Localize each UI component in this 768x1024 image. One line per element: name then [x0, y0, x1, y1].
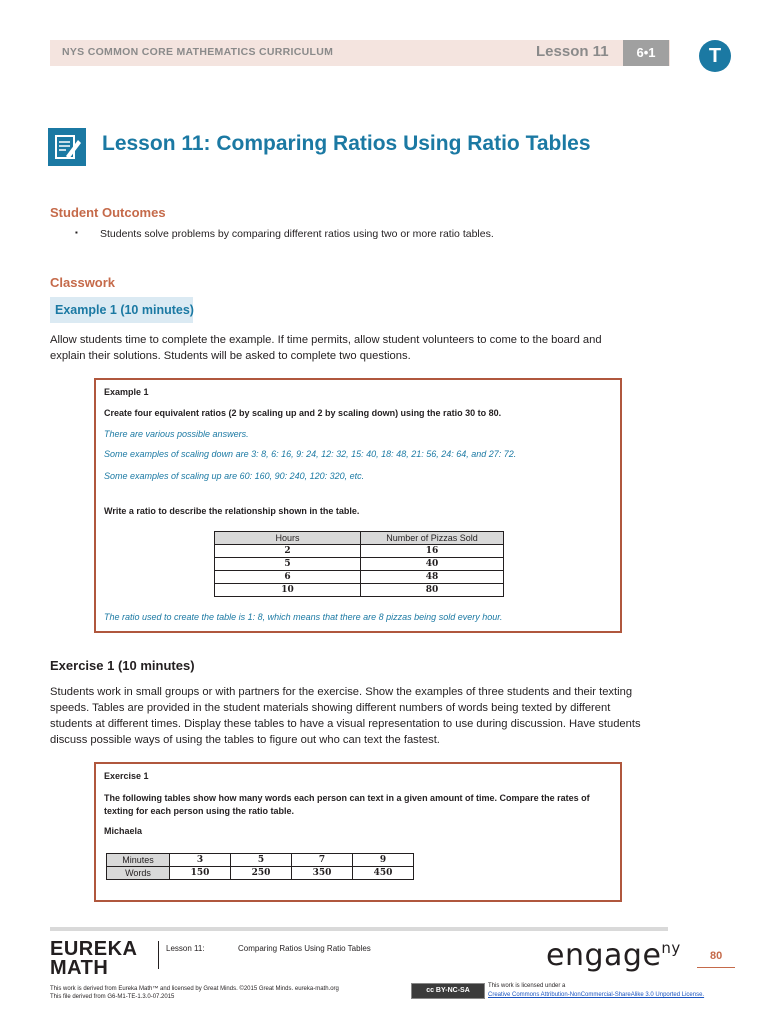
table-cell: 9: [353, 854, 414, 867]
pizza-table: [214, 531, 504, 597]
example-answer-3: Some examples of scaling up are 60: 160, 90: 240, 120: 320, etc.: [104, 471, 365, 481]
exercise-prompt-line2: texting for each person using the ratio table.: [104, 806, 295, 816]
classwork-heading: Classwork: [50, 275, 116, 290]
table-cell: 5: [231, 854, 292, 867]
table-header-row: [215, 532, 504, 545]
exercise-intro-line: discuss possible ways of using the tables to figure out who can text the fastest.: [50, 734, 440, 746]
table-cell: 40: [361, 558, 504, 571]
table-row: [107, 854, 414, 867]
table-cell: 5: [215, 558, 361, 571]
table-cell: 6: [215, 571, 361, 584]
bullet-marker: ▪: [75, 228, 78, 237]
example-answer-4: The ratio used to create the table is 1: 8, which means that there are 8 pizzas being sold every hour.: [104, 612, 503, 622]
table-cell: 48: [361, 571, 504, 584]
credit-line-1: This work is derived from Eureka Math™ and licensed by Great Minds. ©2015 Great Minds. eureka-math.org: [50, 986, 339, 992]
example-prompt-2: Write a ratio to describe the relationship shown in the table.: [104, 506, 360, 516]
logo-line-2: MATH: [50, 957, 109, 979]
lesson-pencil-icon: [48, 128, 86, 166]
table-cell: 16: [361, 545, 504, 558]
outcomes-heading: Student Outcomes: [50, 205, 166, 220]
table-cell: 80: [361, 584, 504, 597]
logo-line-1: EUREKA: [50, 938, 138, 960]
example-answer-2: Some examples of scaling down are 3: 8, 6: 16, 9: 24, 12: 32, 15: 40, 18: 48, 21: 56, 24: 64, and 27: 72.: [104, 449, 517, 459]
table-header: Hours: [215, 532, 361, 545]
example-heading: Example 1 (10 minutes): [55, 303, 194, 317]
exercise-prompt-line1: The following tables show how many words each person can text in a given amount of time. Compare the rates of: [104, 793, 590, 803]
page-title: Lesson 11: Comparing Ratios Using Ratio Tables: [102, 132, 591, 155]
table-cell: 10: [215, 584, 361, 597]
exercise-heading: Exercise 1 (10 minutes): [50, 658, 195, 673]
table-row: [215, 558, 504, 571]
michaela-table: [106, 853, 414, 880]
example-prompt: Create four equivalent ratios (2 by scaling up and 2 by scaling down) using the ratio 30 to 80.: [104, 408, 502, 418]
exercise-intro-line: Students work in small groups or with partners for the exercise. Show the examples of three students and their texting: [50, 686, 633, 698]
license-text: This work is licensed under a: [488, 983, 566, 989]
outcome-bullet: Students solve problems by comparing different ratios using two or more ratio tables.: [100, 228, 494, 240]
table-cell: 250: [231, 867, 292, 880]
example-intro-line2: explain their solutions. Students will be asked to complete two questions.: [50, 350, 411, 362]
footer-topic: Comparing Ratios Using Ratio Tables: [238, 944, 371, 953]
table-header: Number of Pizzas Sold: [361, 532, 504, 545]
table-cell: 3: [170, 854, 231, 867]
row-label-words: Words: [107, 867, 170, 880]
header-lesson: Lesson 11: [536, 43, 609, 60]
page-number-rule: [697, 967, 735, 968]
engage-sup: ny: [661, 939, 681, 957]
license-link[interactable]: Creative Commons Attribution-NonCommercial-ShareAlike 3.0 Unported License.: [488, 992, 705, 998]
curriculum-label: NYS COMMON CORE MATHEMATICS CURRICULUM: [62, 46, 334, 58]
cc-license-badge[interactable]: cc BY-NC-SA: [411, 983, 485, 999]
exercise-intro-line: speeds. Tables are provided in the student materials showing different numbers of words being texted by different: [50, 702, 611, 714]
footer-lesson: Lesson 11:: [166, 944, 205, 953]
table-row: [215, 584, 504, 597]
eureka-math-logo: [50, 940, 137, 978]
credit-line-2: This file derived from G6-M1-TE-1.3.0-07.2015: [50, 994, 175, 1000]
table-cell: 7: [292, 854, 353, 867]
teacher-badge: T: [699, 40, 731, 72]
exercise-intro-line: students at different times. Display these tables to have a visual representation to use during discussion. Have students: [50, 718, 641, 730]
table-cell: 450: [353, 867, 414, 880]
example-box-title: Example 1: [104, 387, 149, 397]
table-cell: 350: [292, 867, 353, 880]
exercise-box: [94, 762, 622, 902]
page-number: 80: [710, 950, 723, 962]
footer-divider: [158, 941, 159, 969]
table-row: [215, 571, 504, 584]
row-label-minutes: Minutes: [107, 854, 170, 867]
footer-rule: [50, 927, 668, 931]
exercise-box-title: Exercise 1: [104, 771, 149, 781]
engageny-logo: [546, 938, 681, 973]
table-row: [215, 545, 504, 558]
grade-module-badge: 6•1: [623, 40, 669, 66]
example-answer-1: There are various possible answers.: [104, 429, 249, 439]
table-cell: 150: [170, 867, 231, 880]
student-name: Michaela: [104, 826, 143, 836]
table-row: [107, 867, 414, 880]
example-intro-line1: Allow students time to complete the example. If time permits, allow student volunteers to come to the board and: [50, 334, 602, 346]
table-cell: 2: [215, 545, 361, 558]
engage-text: engage: [546, 938, 662, 973]
